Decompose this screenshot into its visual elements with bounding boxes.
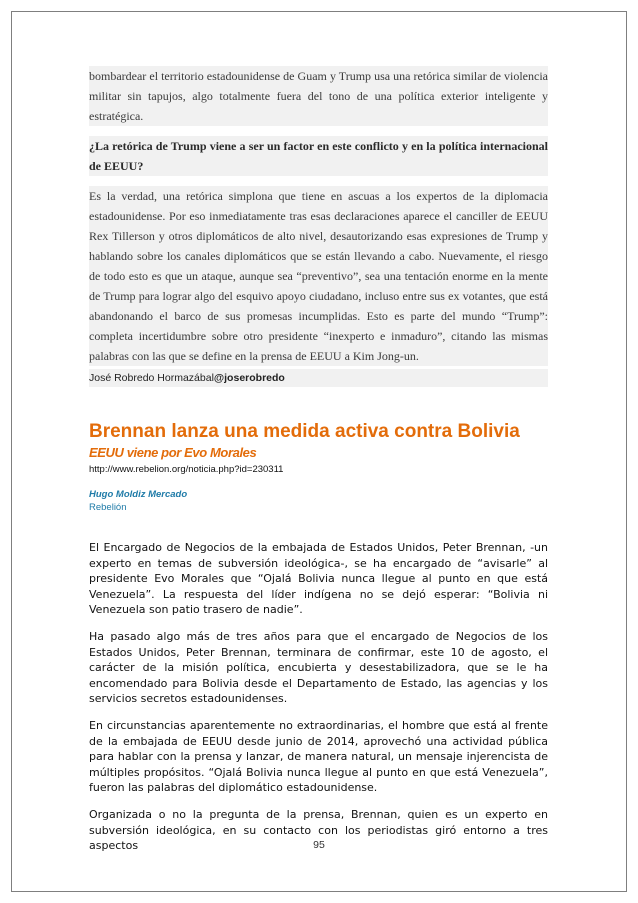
- body-paragraph-3: En circunstancias aparentemente no extraordinarias, el hombre que está al frente de la embajada de EEUU desde junio de 2014, aprovechó una actividad pública para hablar con la prensa y lanzar, de manera natural, un mensaje injerencista de múltiples propósitos. “Ojalá Bolivia nunca llegue al punto en que está Venezuela”, fueron las palabras del diplomático estadounidense.: [89, 718, 548, 795]
- previous-paragraph-2: Es la verdad, una retórica simplona que tiene en ascuas a los expertos de la diplomacia estadounidense. Por eso inmediatamente tras esas declaraciones aparece el canciller de EEUU Rex Tillerson y otros diplomáticos de alto nivel, desautorizando esas expresiones de Trump y hablando sobre los canales diplomáticos que se están llevando a cabo. Nuevamente, el riesgo de todo esto es que un ataque, aunque sea “preventivo”, sea una tentación enorme en la mente de Trump para lograr algo del esquivo apoyo ciudadano, incluso entre sus ex votantes, que está abandonando el barco de sus promesas incumplidas. Esto es parte del mundo “Trump”: completa incertidumbre sobre otro presidente “inexperto e inmaduro”, citando las mismas palabras con las que se define en la prensa de EEUU a Kim Jong-un.: [89, 186, 548, 366]
- body-paragraph-2: Ha pasado algo más de tres años para que el encargado de Negocios de los Estados Unidos, Peter Brennan, terminara de confirmar, este 10 de agosto, el carácter de la misión política, encubierta y desestabilizadora, que se le ha encomendado para Bolivia desde el Departamento de Estado, las agencias y los servicios secretos estadounidenses.: [89, 629, 548, 706]
- article-body: [89, 540, 548, 865]
- body-paragraph-4: Organizada o no la pregunta de la prensa, Brennan, quien es un experto en subversión ideológica, en su contacto con los periodistas giró entorno a tres aspectos: [89, 807, 548, 853]
- article-subtitle: EEUU viene por Evo Morales: [89, 445, 257, 460]
- article-header: [89, 420, 548, 514]
- interview-question: ¿La retórica de Trump viene a ser un factor en este conflicto y en la política internacional de EEUU?: [89, 136, 548, 176]
- signature-name: José Robredo Hormazábal: [89, 372, 214, 384]
- article-title: Brennan lanza una medida activa contra Bolivia: [89, 421, 520, 442]
- article-author: Hugo Moldiz Mercado: [89, 489, 188, 500]
- article-url[interactable]: http://www.rebelion.org/noticia.php?id=230311: [89, 464, 284, 475]
- previous-article: [89, 66, 548, 387]
- article-source: Rebelión: [89, 502, 127, 513]
- body-paragraph-1: El Encargado de Negocios de la embajada de Estados Unidos, Peter Brennan, -un experto en temas de subversión ideológica-, se ha encargado de “avisarle” al presidente Evo Morales que “Ojalá Bolivia nunca llegue al punto en que está Venezuela”. La respuesta del líder indígena no se dejó esperar: “Bolivia ni Venezuela son patio trasero de nadie”.: [89, 541, 548, 617]
- page-number: 95: [313, 839, 325, 851]
- signature-handle: @joserobredo: [213, 372, 285, 384]
- signature: [89, 369, 548, 387]
- previous-paragraph-1: bombardear el territorio estadounidense de Guam y Trump usa una retórica similar de violencia militar sin tapujos, algo totalmente fuera del tono de una política exterior inteligente y estratégica.: [89, 66, 548, 126]
